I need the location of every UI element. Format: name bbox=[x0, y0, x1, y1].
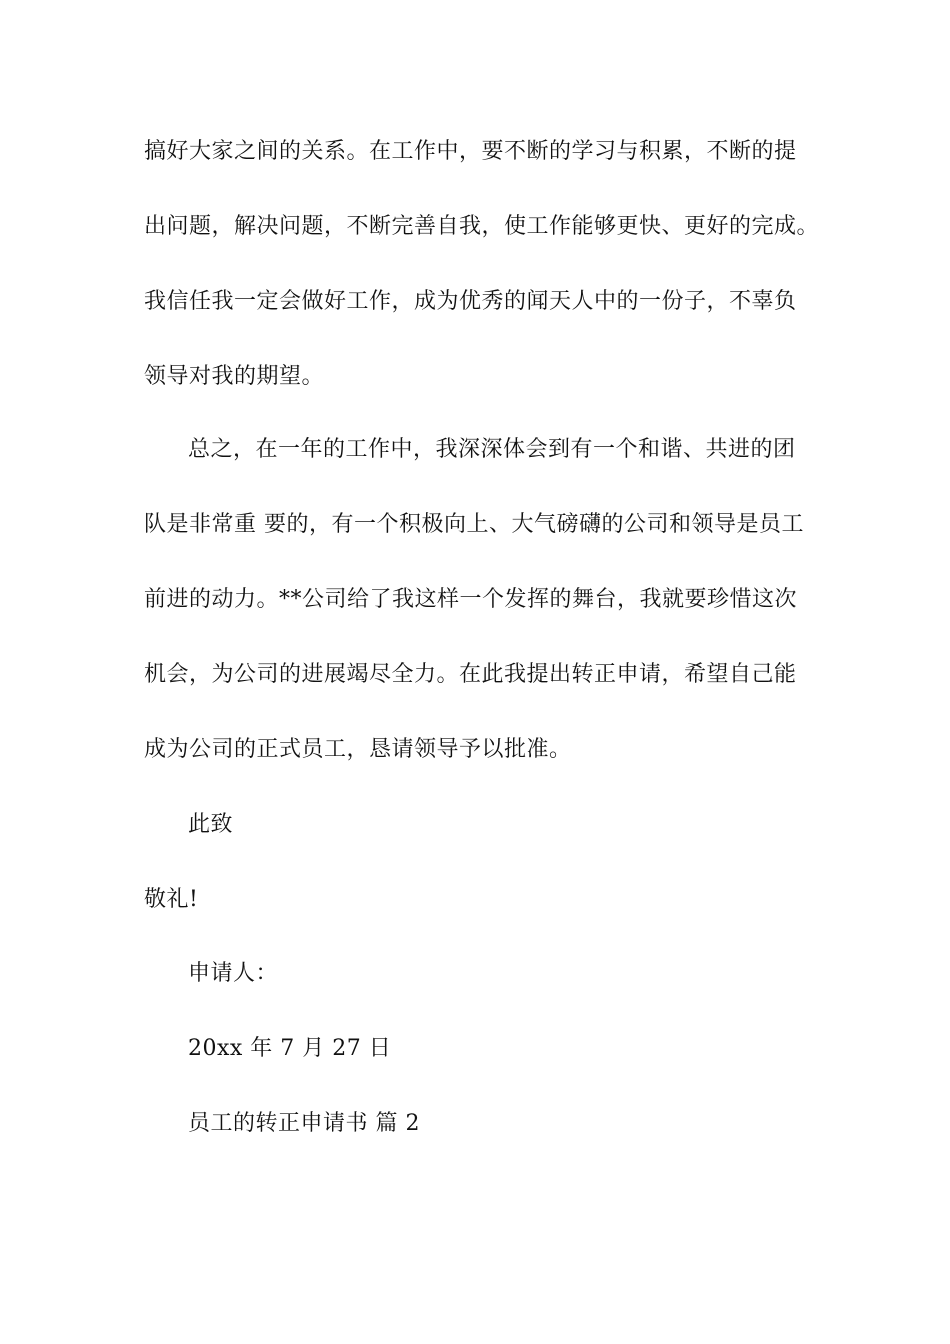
section-heading: 员工的转正申请书 篇 2 bbox=[188, 1111, 420, 1136]
date-line: 20xx 年 7 月 27 日 bbox=[188, 1036, 392, 1061]
body-text-line: 搞好大家之间的关系。在工作中，要不断的学习与积累，不断的提 bbox=[144, 139, 797, 164]
closing-line: 此致 bbox=[188, 812, 234, 837]
body-text-line: 机会，为公司的进展竭尽全力。在此我提出转正申请，希望自己能 bbox=[144, 662, 797, 687]
applicant-label: 申请人： bbox=[188, 961, 279, 986]
paragraph-start-line: 总之，在一年的工作中，我深深体会到有一个和谐、共进的团 bbox=[188, 437, 796, 462]
body-text-line: 出问题，解决问题，不断完善自我，使工作能够更快、更好的完成。 bbox=[144, 214, 820, 239]
body-text-line: 成为公司的正式员工，恳请领导予以批准。 bbox=[144, 737, 572, 762]
body-text-line: 队是非常重 要的，有一个积极向上、大气磅礴的公司和领导是员工 bbox=[144, 512, 804, 537]
body-text-line: 前进的动力。**公司给了我这样一个发挥的舞台，我就要珍惜这次 bbox=[144, 587, 798, 612]
body-text-line: 我信任我一定会做好工作，成为优秀的闻天人中的一份子，不辜负 bbox=[144, 289, 797, 314]
salutation-line: 敬礼! bbox=[144, 887, 199, 912]
body-text-line: 领导对我的期望。 bbox=[144, 364, 325, 389]
